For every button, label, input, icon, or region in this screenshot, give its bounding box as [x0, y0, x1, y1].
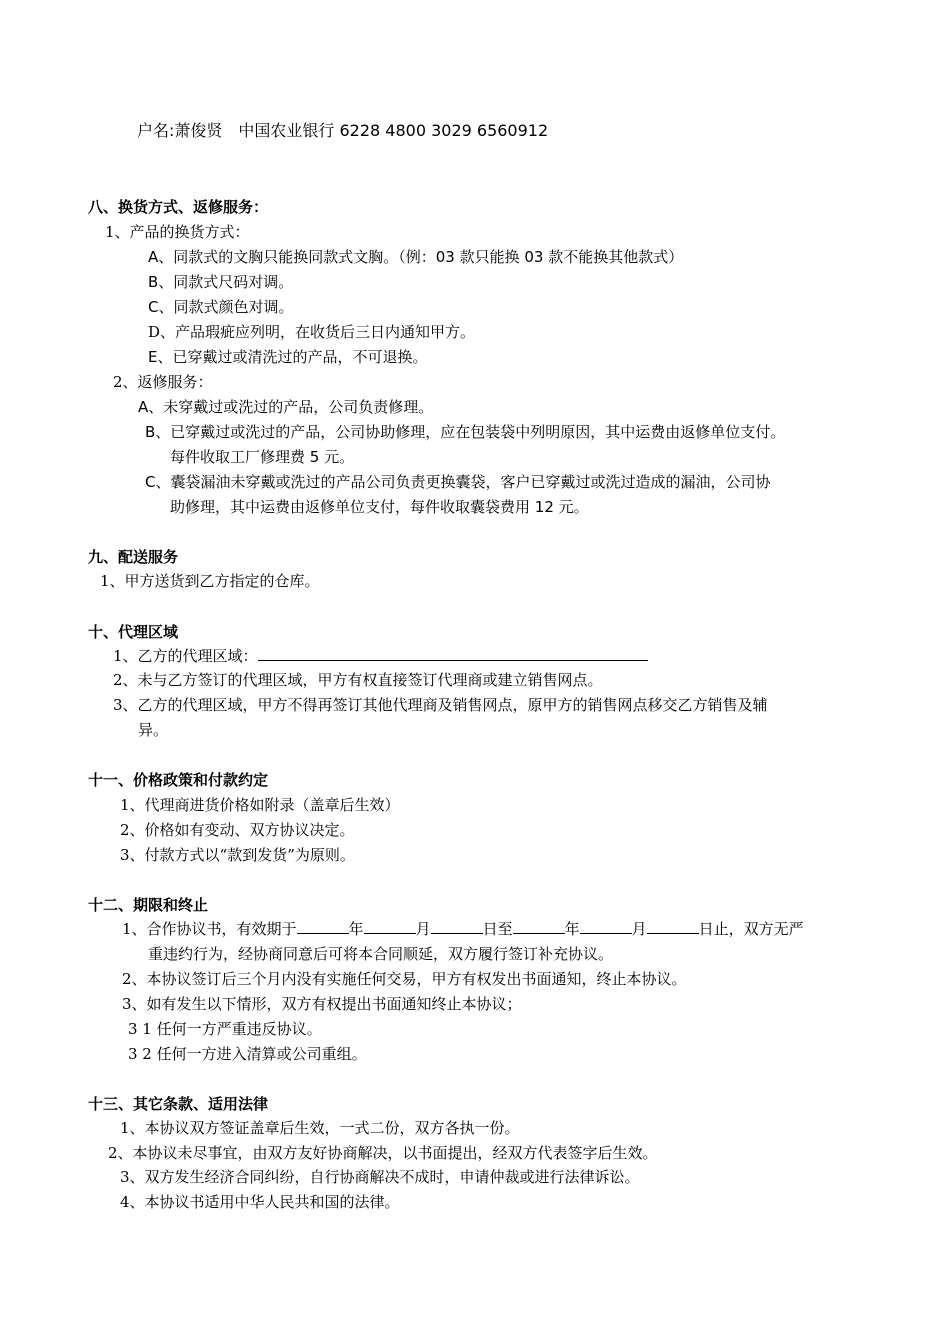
section-13-item-4: 4、本协议书适用中华人民共和国的法律。	[120, 1193, 400, 1211]
section-8-item-2: 2、返修服务：	[113, 373, 213, 391]
section-10-item-1	[113, 646, 648, 666]
section-8-title: 八、换货方式、返修服务：	[88, 198, 269, 216]
section-10-item-3-line-1: 3、乙方的代理区域，甲方不得再签订其他代理商及销售网点，原甲方的销售网点移交乙方销售及辅	[113, 696, 768, 714]
repair-rule-b-line-2: 每件收取工厂修理费 5 元。	[170, 448, 355, 466]
end-month-label: 月	[631, 920, 647, 938]
section-10-title: 十、代理区域	[88, 623, 179, 641]
end-month-blank	[580, 919, 632, 934]
section-11-item-1: 1、代理商进货价格如附录（盖章后生效）	[120, 796, 400, 814]
section-13-item-2: 2、本协议未尽事宜，由双方友好协商解决，以书面提出，经双方代表签字后生效。	[108, 1144, 658, 1162]
section-9-item-1: 1、甲方送货到乙方指定的仓库。	[100, 572, 320, 590]
section-12-item-3-1: 3 1 任何一方严重违反协议。	[128, 1020, 322, 1038]
exchange-rule-e: E、已穿戴过或清洗过的产品，不可退换。	[148, 348, 428, 366]
agency-area-label: 1、乙方的代理区域：	[113, 647, 258, 665]
exchange-rule-a: A、同款式的文胸只能换同款式文胸。（例：03 款只能换 03 款不能换其他款式）	[148, 248, 684, 266]
section-12-item-3: 3、如有发生以下情形，双方有权提出书面通知终止本协议；	[122, 995, 522, 1013]
exchange-rule-b: B、同款式尺码对调。	[148, 273, 294, 291]
end-day-label: 日止，双方无严	[698, 920, 804, 938]
section-9-title: 九、配送服务	[88, 548, 179, 566]
section-13-title: 十三、其它条款、适用法律	[88, 1095, 269, 1113]
section-11-title: 十一、价格政策和付款约定	[88, 771, 269, 789]
start-day-label: 日至	[482, 920, 513, 938]
start-month-blank	[364, 919, 416, 934]
start-month-label: 月	[415, 920, 431, 938]
exchange-rule-d: D、产品瑕疵应列明，在收货后三日内通知甲方。	[148, 323, 476, 341]
repair-rule-c-line-2: 助修理，其中运费由返修单位支付，每件收取囊袋费用 12 元。	[170, 498, 589, 516]
section-12-item-2: 2、本协议签订后三个月内没有实施任何交易，甲方有权发出书面通知，终止本协议。	[122, 970, 687, 988]
section-10-item-3-line-2: 异。	[138, 721, 169, 739]
section-8-item-1: 1、产品的换货方式：	[105, 223, 250, 241]
section-12-title: 十二、期限和终止	[88, 896, 209, 914]
start-year-blank	[297, 919, 349, 934]
start-day-blank	[431, 919, 483, 934]
bank-account-line: 户名:萧俊贤 中国农业银行 6228 4800 3029 6560912	[137, 121, 549, 140]
section-11-item-3: 3、付款方式以“款到发货”为原则。	[120, 846, 355, 864]
end-day-blank	[647, 919, 699, 934]
section-12-item-3-2: 3 2 任何一方进入清算或公司重组。	[128, 1045, 367, 1063]
start-year-label: 年	[348, 920, 364, 938]
section-12-item-1-line-2: 重违约行为，经协商同意后可将本合同顺延，双方履行签订补充协议。	[148, 945, 614, 963]
section-11-item-2: 2、价格如有变动、双方协议决定。	[120, 821, 355, 839]
section-13-item-1: 1、本协议双方签证盖章后生效，一式二份，双方各执一份。	[120, 1119, 520, 1137]
section-13-item-3: 3、双方发生经济合同纠纷，自行协商解决不成时，申请仲裁或进行法律诉讼。	[120, 1168, 640, 1186]
section-10-item-2: 2、未与乙方签订的代理区域，甲方有权直接签订代理商或建立销售网点。	[113, 671, 603, 689]
end-year-label: 年	[564, 920, 580, 938]
exchange-rule-c: C、同款式颜色对调。	[148, 298, 294, 316]
repair-rule-a: A、未穿戴过或洗过的产品，公司负责修理。	[138, 398, 434, 416]
end-year-blank	[513, 919, 565, 934]
repair-rule-c-line-1: C、囊袋漏油未穿戴或洗过的产品公司负责更换囊袋，客户已穿戴过或洗过造成的漏油，公司协	[145, 473, 771, 491]
section-12-item-1-line-1	[122, 919, 804, 939]
repair-rule-b-line-1: B、已穿戴过或洗过的产品，公司协助修理，应在包装袋中列明原因，其中运费由返修单位支付。	[145, 423, 786, 441]
agency-area-blank	[258, 646, 648, 661]
term-lead-text: 1、合作协议书，有效期于	[122, 920, 297, 938]
